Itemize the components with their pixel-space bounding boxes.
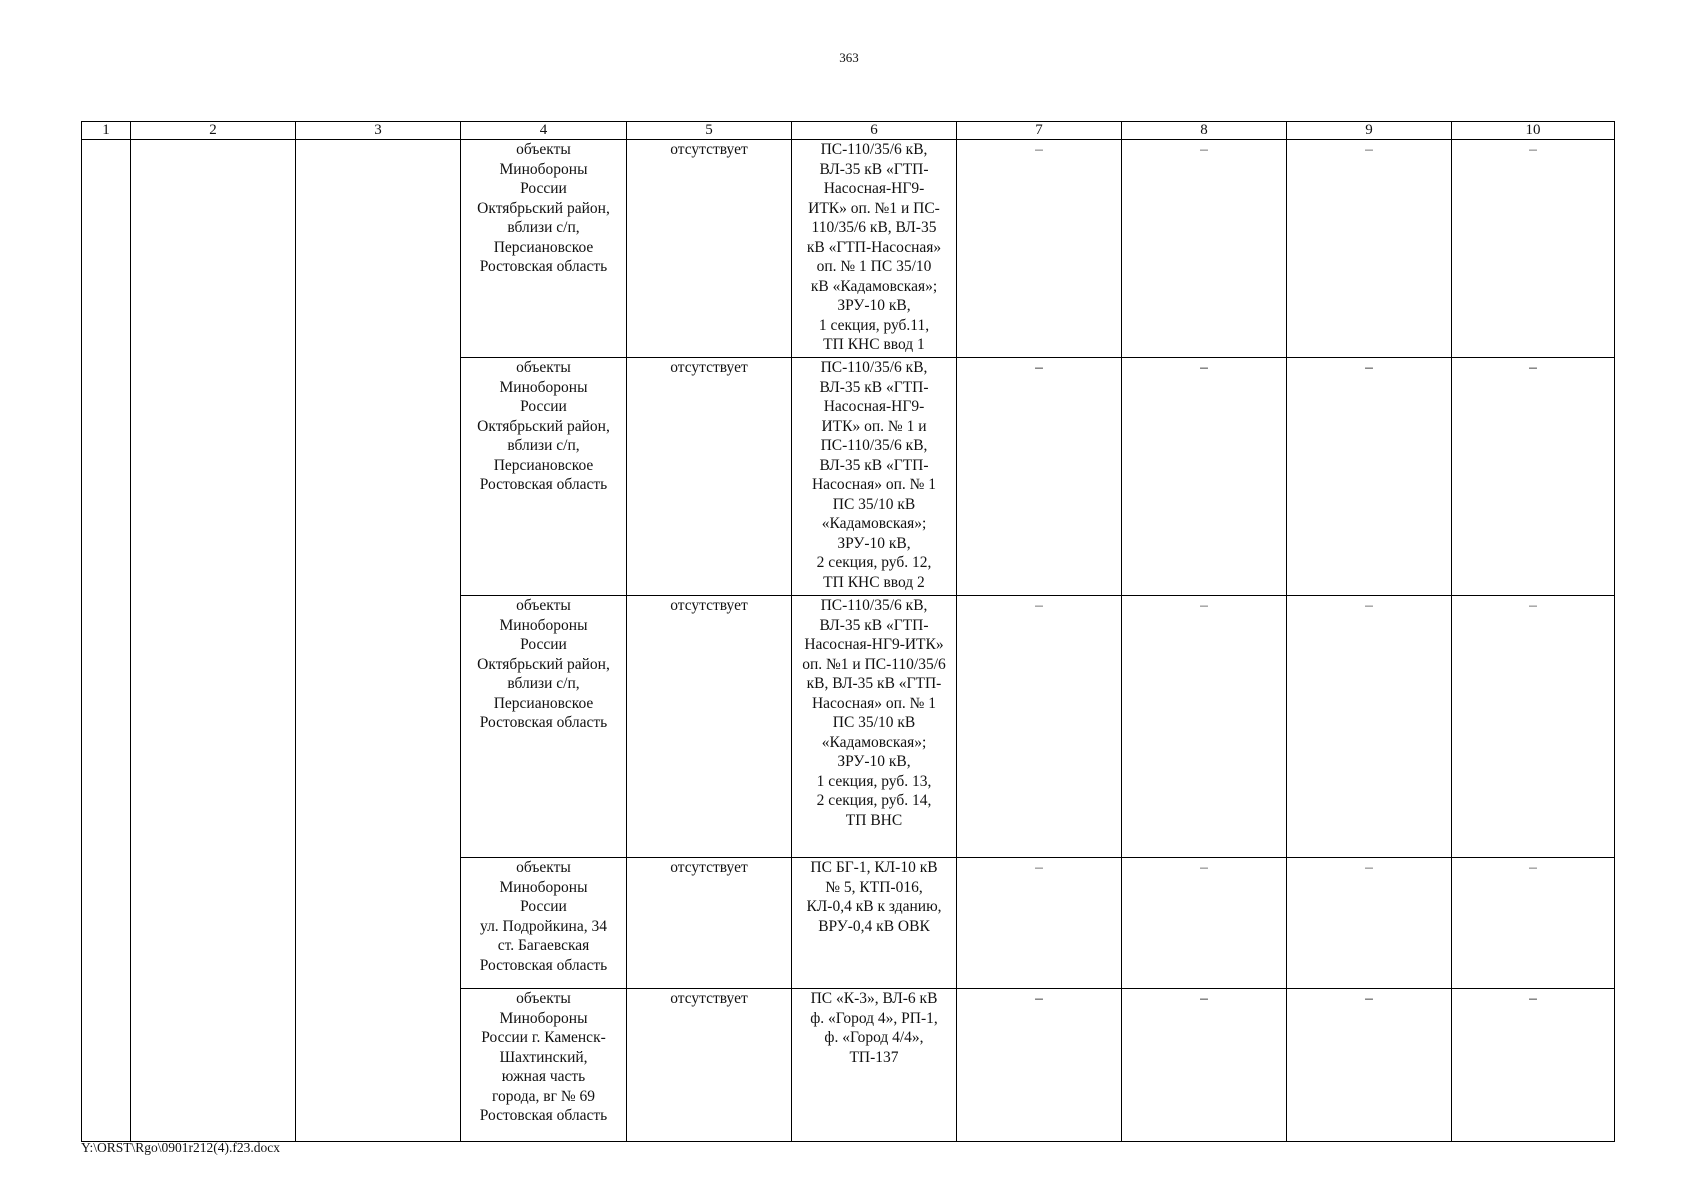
column-header-8: 8 xyxy=(1122,122,1287,140)
cell-line: Октябрьский район, xyxy=(477,417,610,435)
cell-line: Минобороны xyxy=(499,1009,588,1027)
cell-col8: – xyxy=(1122,989,1287,1142)
cell-line: ЗРУ-10 кВ, xyxy=(837,753,911,770)
cell-col10: – xyxy=(1452,989,1615,1142)
cell-col6 xyxy=(792,989,957,1142)
cell-col8: – xyxy=(1122,358,1287,596)
cell-line: ф. «Город 4/4», xyxy=(824,1029,924,1046)
cell-line: южная часть xyxy=(501,1068,586,1085)
cell-line: Ростовская область xyxy=(479,714,608,731)
cell-line: России xyxy=(520,636,567,653)
cell-line: ВЛ-35 кВ «ГТП- xyxy=(819,160,929,178)
cell-col10: – xyxy=(1452,140,1615,358)
column-header-3: 3 xyxy=(296,122,461,140)
cell-col8: – xyxy=(1122,596,1287,858)
column-header-2: 2 xyxy=(131,122,296,140)
cell-line: Ростовская область xyxy=(479,258,608,275)
cell-col6 xyxy=(792,596,957,858)
cell-col7: – xyxy=(957,358,1122,596)
cell-line: России xyxy=(520,398,567,415)
column-header-4: 4 xyxy=(461,122,627,140)
cell-line: ф. «Город 4», РП-1, xyxy=(810,1009,938,1027)
cell-line: Насосная-НГ9-ИТК» xyxy=(804,636,944,653)
cell-line: кВ «Кадамовская»; xyxy=(810,277,938,295)
cell-col7: – xyxy=(957,140,1122,358)
cell-col4 xyxy=(461,858,627,989)
cell-line: Ростовская область xyxy=(479,1107,608,1124)
column-header-5: 5 xyxy=(627,122,792,140)
column-header-7: 7 xyxy=(957,122,1122,140)
cell-line: вблизи с/п, xyxy=(507,219,580,236)
cell-col1 xyxy=(82,140,131,1142)
cell-line: России xyxy=(520,180,567,197)
cell-line: объекты xyxy=(516,141,571,158)
cell-line: Персиановское xyxy=(493,694,594,712)
cell-col8: – xyxy=(1122,858,1287,989)
cell-line: вблизи с/п, xyxy=(507,437,580,454)
cell-line: оп. № 1 ПС 35/10 xyxy=(816,258,932,275)
cell-col9: – xyxy=(1287,358,1452,596)
cell-col4 xyxy=(461,989,627,1142)
cell-line: ВЛ-35 кВ «ГТП- xyxy=(819,456,929,474)
cell-line: Насосная» оп. № 1 xyxy=(811,476,937,493)
cell-line: объекты xyxy=(516,990,571,1007)
cell-line: КЛ-0,4 кВ к зданию, xyxy=(806,898,942,915)
cell-line: 1 секция, руб.11, xyxy=(818,316,930,334)
cell-line: ИТК» оп. № 1 и xyxy=(821,417,927,435)
cell-line: кВ «ГТП-Насосная» xyxy=(806,238,942,256)
data-table xyxy=(81,121,1615,1142)
cell-line: ВРУ-0,4 кВ ОВК xyxy=(818,917,930,935)
cell-col2 xyxy=(131,140,296,1142)
cell-col7: – xyxy=(957,989,1122,1142)
cell-line: ПС БГ-1, КЛ-10 кВ xyxy=(810,859,938,876)
cell-col5: отсутствует xyxy=(627,358,792,596)
header-row xyxy=(82,122,1615,140)
cell-line: ТП КНС ввод 1 xyxy=(823,336,925,353)
cell-col4 xyxy=(461,358,627,596)
cell-line: Ростовская область xyxy=(479,476,608,493)
cell-line: объекты xyxy=(516,859,571,876)
cell-line: Персиановское xyxy=(493,238,594,256)
cell-line: ЗРУ-10 кВ, xyxy=(837,534,911,552)
cell-col3 xyxy=(296,140,461,1142)
cell-line: ИТК» оп. №1 и ПС- xyxy=(808,199,940,217)
cell-line: объекты xyxy=(516,359,571,376)
cell-col9: – xyxy=(1287,989,1452,1142)
cell-line: ВЛ-35 кВ «ГТП- xyxy=(819,616,929,634)
cell-line: ПС-110/35/6 кВ, xyxy=(820,437,928,454)
cell-col6 xyxy=(792,140,957,358)
cell-line: Октябрьский район, xyxy=(477,655,610,673)
cell-col5: отсутствует xyxy=(627,989,792,1142)
cell-col7: – xyxy=(957,858,1122,989)
cell-line: Минобороны xyxy=(499,160,588,178)
cell-col10: – xyxy=(1452,858,1615,989)
cell-col9: – xyxy=(1287,140,1452,358)
cell-col4 xyxy=(461,140,627,358)
page-number: 363 xyxy=(839,50,859,65)
cell-line: ТП-137 xyxy=(849,1048,899,1066)
cell-col6 xyxy=(792,358,957,596)
cell-line: Октябрьский район, xyxy=(477,199,610,217)
cell-col10: – xyxy=(1452,358,1615,596)
cell-line: Ростовская область xyxy=(479,956,608,974)
cell-line: ПС «К-3», ВЛ-6 кВ xyxy=(810,990,938,1007)
cell-line: 1 секция, руб. 13, xyxy=(816,772,932,790)
cell-col5: отсутствует xyxy=(627,140,792,358)
table-header xyxy=(82,122,1615,140)
cell-line: ВЛ-35 кВ «ГТП- xyxy=(819,378,929,396)
cell-line: ПС-110/35/6 кВ, xyxy=(820,359,928,376)
cell-line: ТП КНС ввод 2 xyxy=(823,573,925,591)
cell-line: России г. Каменск- xyxy=(481,1029,606,1046)
cell-line: № 5, КТП-016, xyxy=(825,878,923,896)
cell-line: «Кадамовская»; xyxy=(821,733,927,751)
cell-line: Шахтинский, xyxy=(499,1048,588,1066)
cell-col5: отсутствует xyxy=(627,858,792,989)
table-row xyxy=(82,140,1615,358)
cell-col8: – xyxy=(1122,140,1287,358)
cell-line: Насосная-НГ9- xyxy=(823,398,925,415)
cell-col7: – xyxy=(957,596,1122,858)
cell-line: ПС 35/10 кВ xyxy=(832,714,916,731)
cell-line: 2 секция, руб. 12, xyxy=(816,554,932,571)
cell-col9: – xyxy=(1287,596,1452,858)
cell-line: ЗРУ-10 кВ, xyxy=(837,297,911,314)
column-header-9: 9 xyxy=(1287,122,1452,140)
cell-line: ПС 35/10 кВ xyxy=(832,495,916,513)
cell-line: «Кадамовская»; xyxy=(821,515,927,532)
cell-line: ПС-110/35/6 кВ, xyxy=(820,597,928,614)
cell-col9: – xyxy=(1287,858,1452,989)
table-body xyxy=(82,140,1615,1142)
cell-line: 2 секция, руб. 14, xyxy=(816,792,932,809)
column-header-10: 10 xyxy=(1452,122,1615,140)
cell-line: Минобороны xyxy=(499,616,588,634)
cell-line: России xyxy=(520,898,567,915)
cell-line: ПС-110/35/6 кВ, xyxy=(820,141,928,158)
cell-col4 xyxy=(461,596,627,858)
cell-line: объекты xyxy=(516,597,571,614)
cell-line: города, вг № 69 xyxy=(491,1087,595,1105)
cell-line: 110/35/6 кВ, ВЛ-35 xyxy=(811,219,937,236)
column-header-6: 6 xyxy=(792,122,957,140)
cell-line: Персиановское xyxy=(493,456,594,474)
file-path-footer: Y:\ORST\Rgo\0901r212(4).f23.docx xyxy=(81,1140,280,1155)
cell-line: Минобороны xyxy=(499,878,588,896)
cell-col10: – xyxy=(1452,596,1615,858)
cell-line: вблизи с/п, xyxy=(507,675,580,692)
cell-col5: отсутствует xyxy=(627,596,792,858)
cell-line: ТП ВНС xyxy=(845,811,903,829)
cell-line: ст. Багаевская xyxy=(497,937,590,954)
cell-col6 xyxy=(792,858,957,989)
cell-line: Насосная-НГ9- xyxy=(823,180,925,197)
cell-line: Минобороны xyxy=(499,378,588,396)
cell-line: ул. Подройкина, 34 xyxy=(480,917,607,935)
cell-line: Насосная» оп. № 1 xyxy=(811,694,937,712)
column-header-1: 1 xyxy=(82,122,131,140)
cell-line: кВ, ВЛ-35 кВ «ГТП- xyxy=(806,675,942,692)
cell-line: оп. №1 и ПС-110/35/6 xyxy=(802,655,946,673)
